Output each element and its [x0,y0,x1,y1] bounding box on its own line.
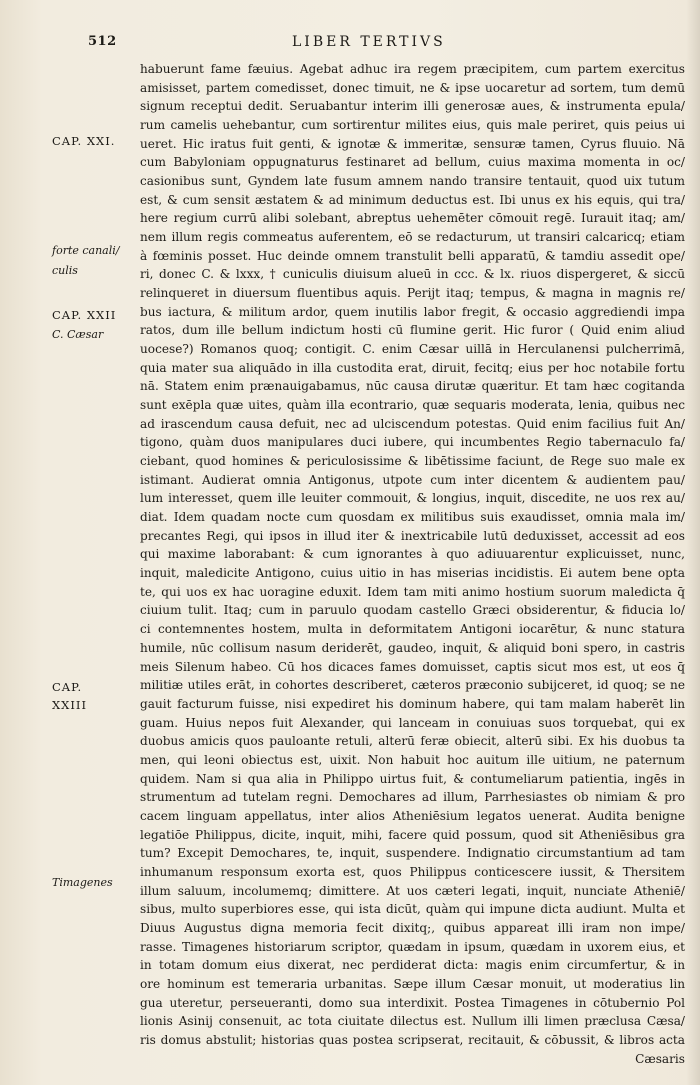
text-line: guam. Huius nepos fuit Alexander, qui lanceam in conuiuas suos torquebat, qui ex [140,715,685,730]
text-line: gauit facturum fuisse, nisi expediret his dominum habere, qui tam malam haberēt lin [140,696,685,711]
text-line: rum camelis uehebantur, cum sortirentur milites eius, quis male periret, quis peius ui [140,118,685,133]
text-line: ueret. Hic iratus fuit genti, & ignotæ & immeritæ, sensuræ tamen, Cyrus fluuio. Nā [140,136,685,151]
text-line: tum? Excepit Demochares, te, inquit, suspendere. Indignatio circumstantium ad tam [140,846,685,861]
text-line: Diuus Augustus digna memoria fecit dixitq;, quibus appareat illi iram non impe/ [140,920,685,935]
page-number: 512 [88,34,117,49]
text-line: humile, nūc collisum nasum deriderēt, gaudeo, inquit, & aliquid boni spero, in castris [140,640,685,655]
text-line: bus iactura, & militum ardor, quem inutilis labor fregit, & occasio aggrediendi impa [140,304,685,319]
text-line: legatiōe Philippus, dicite, inquit, mihi, facere quid possum, quod sit Atheniēsibus gra [140,827,685,842]
margin-note: CAP. XXII [52,308,117,322]
text-line: cacem linguam appellatus, inter alios Atheniēsium legatos uenerat. Audita benigne [140,808,685,823]
text-line: à fœminis posset. Huc deinde omnem transtulit belli apparatū, & tamdiu assedit ope/ [140,248,685,263]
text-line: signum receptui dedit. Seruabantur interim illi generosæ aues, & instrumenta epula/ [140,99,685,114]
margin-note: XXIII [52,698,88,712]
text-line: in totam domum eius dixerat, nec perdiderat dicta: magis enim circumfertur, & in [140,958,685,973]
margin-note: CAP. XXI. [52,134,116,148]
text-line: uocese?) Romanos quoq; contigit. C. enim Cæsar uillā in Herculanensi pulcherrimā, [140,342,685,357]
text-line: gua uteretur, perseueranti, domo sua interdixit. Postea Timagenes in cōtubernio Pol [140,995,685,1010]
text-line: ciebant, quod homines & periculosissime & libētissime faciunt, de Rege suo male ex [140,454,685,469]
text-line: ad irascendum causa defuit, nec ad ulciscendum potestas. Quid enim facilius fuit An/ [140,416,685,431]
text-line: rasse. Timagenes historiarum scriptor, quædam in ipsum, quædam in uxorem eius, et [140,939,685,954]
margin-note: Timagenes [52,876,113,889]
text-line: ri, donec C. & lxxx, † cuniculis diuisum alueū in ccc. & lx. riuos dispergeret, & siccū [140,267,685,282]
text-line: te, qui uos ex hac uoragine eduxit. Idem tam miti animo hostium suorum maledicta q̄ [140,584,685,599]
text-line: duobus amicis quos pauloante retuli, alterū feræ obiecit, alterū sibi. Ex his duobus ta [140,734,685,749]
text-line: inhumanum responsum exorta est, quos Philippus conticescere iussit, & Thersitem [140,864,685,879]
text-line: cum Babyloniam oppugnaturus festinaret ad bellum, cuius maxima momenta in oc/ [140,155,685,170]
text-line: casionibus sunt, Gyndem late fusum amnem nando transire tentauit, quod uix tutum [140,174,685,189]
margin-note: forte canali/ [52,244,120,257]
text-line: ore hominum est temeraria urbanitas. Sæpe illum Cæsar monuit, ut moderatius lin [140,976,685,991]
text-line: nā. Statem enim prænauigabamus, nūc causa dirutæ quæritur. Et tam hæc cogitanda [140,379,685,394]
text-line: meis Silenum habeo. Cū hos dicaces fames domuisset, captis sicut mos est, ut eos q̄ [140,659,685,674]
text-line: quia mater sua aliquādo in illa custodita erat, diruit, fecitq; eius per hoc notabile fortu [140,360,685,375]
margin-note: culis [52,264,78,277]
text-line: ci contemnentes hostem, multa in deformitatem Antigoni iocarētur, & nunc statura [140,622,685,637]
running-title: LIBER TERTIVS [292,34,446,50]
text-line: militiæ utiles erāt, in cohortes describeret, cæteros præconio subijceret, id quoq; se ne [140,678,685,693]
text-line: men, qui leoni obiectus est, uixit. Non habuit hoc auitum ille uitium, ne paternum [140,752,685,767]
text-line: lum interesset, quem ille leuiter commouit, & longius, inquit, discedite, ne uos rex au/ [140,491,685,506]
text-line: amisisset, partem comedisset, donec timuit, ne & ipse uocaretur ad sortem, tum demū [140,80,685,95]
main-text-block [140,60,685,1068]
text-line: lionis Asinij consenuit, ac tota ciuitate dilectus est. Nullum illi limen præclusa Cæsa/ [140,1014,685,1029]
text-line: precantes Regi, qui ipsos in illud iter & inextricabile lutū deduxisset, accessit ad eos [140,528,685,543]
text-line: istimant. Audierat omnia Antigonus, utpote cum inter dicentem & audientem pau/ [140,472,685,487]
text-line: ciuium tulit. Itaq; cum in paruulo quodam castello Græci obsiderentur, & fiducia lo/ [140,603,685,618]
text-line: here regium currū alibi solebant, abreptus uehemēter cōmouit regē. Iurauit itaq; am/ [140,211,685,226]
page-edge-shadow [686,0,700,1085]
text-line: sunt exēpla quæ uites, quàm illa econtrario, quæ sequaris moderata, lenia, quibus nec [140,398,685,413]
page-header [0,34,700,54]
text-line: tigono, quàm duos manipulares duci iubere, qui incumbentes Regio tabernaculo fa/ [140,435,685,450]
text-line: qui maxime laborabant: & cum ignorantes à quo adiuuarentur explicuisset, nunc, [140,547,685,562]
text-line: relinqueret in diuersum fluentibus aquis. Perijt itaq; tempus, & magna in magnis re/ [140,286,685,301]
text-line: ratos, dum ille bellum indictum hosti cū flumine gerit. Hic furor ( Quid enim aliud [140,323,685,338]
text-line: inquit, maledicite Antigono, cuius uitio in has miserias incidistis. Ei autem bene opta [140,566,685,581]
text-line: illum saluum, incolumemq; dimittere. At uos cæteri legati, inquit, nunciate Atheniē/ [140,883,685,898]
text-line: strumentum ad tutelam regni. Demochares ad illum, Parrhesiastes ob nimiam & pro [140,790,685,805]
text-line: quidem. Nam si qua alia in Philippo uirtus fuit, & contumeliarum patientia, ingēs in [140,771,685,786]
catchword: Cæsaris [635,1051,685,1066]
text-line: est, & cum sensit æstatem & ad minimum deductus est. Ibi unus ex his equis, qui tra/ [140,192,685,207]
text-line: nem illum regis commeatus auferentem, eō se redacturum, ut transiri calcaricq; etiam [140,230,685,245]
text-line: sibus, multo superbiores esse, qui ista dicūt, quàm qui impune dicta audiunt. Multa et [140,902,685,917]
text-line: diat. Idem quadam nocte cum quosdam ex militibus suis exaudisset, omnia mala im/ [140,510,685,525]
text-line: habuerunt fame fæuius. Agebat adhuc ira regem præcipitem, cum partem exercitus [140,62,685,76]
margin-note: C. Cæsar [52,328,104,341]
margin-note: CAP. [52,680,83,694]
text-line: ris domus abstulit; historias quas postea scripserat, recitauit, & cōbussit, & libros acta [140,1032,685,1047]
